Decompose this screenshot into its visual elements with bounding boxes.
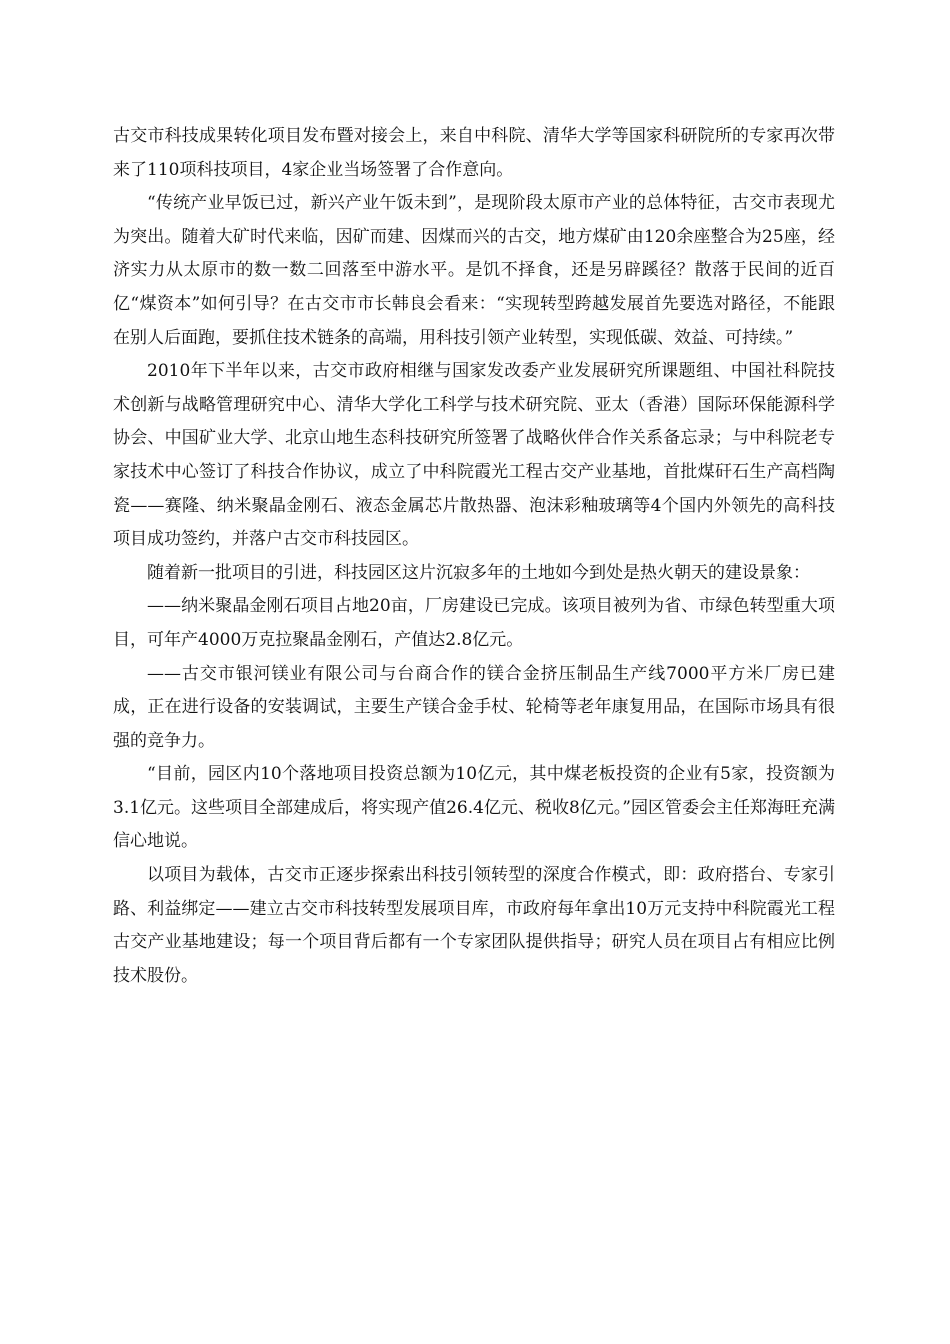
- paragraph-4: 随着新一批项目的引进，科技园区这片沉寂多年的土地如今到处是热火朝天的建设景象：: [147, 562, 810, 583]
- paragraph-3: 2010年下半年以来，古交市政府相继与国家发改委产业发展研究所课题组、中国社科院技术创新与战略管理研究中心、清华大学化工科学与技术研究院、亚太（香港）国际环保能源科学协会、中国矿业大学、北京山地生态科技研究所签署了战略伙伴合作关系备忘录；与中科院老专家技术中心签订了科技合作协议，成立了中科院霞光工程古交产业基地，首批煤矸石生产高档陶瓷——赛隆、纳米聚晶金刚石、液态金属芯片散热器、泡沫彩釉玻璃等4个国内外领先的高科技项目成功签约，并落户古交市科技园区。: [113, 361, 835, 550]
- paragraph-6: ——古交市银河镁业有限公司与台商合作的镁合金挤压制品生产线7000平方米厂房已建成，正在进行设备的安装调试，主要生产镁合金手杖、轮椅等老年康复用品，在国际市场具有很强的竞争力。: [113, 663, 835, 751]
- paragraph-2: “传统产业早饭已过，新兴产业午饭未到”，是现阶段太原市产业的总体特征，古交市表现尤为突出。随着大矿时代来临，因矿而建、因煤而兴的古交，地方煤矿由120余座整合为25座，经济实力从太原市的数一数二回落至中游水平。是饥不择食，还是另辟蹊径？散落于民间的近百亿“煤资本”如何引导？在古交市市长韩良会看来：“实现转型跨越发展首先要选对路径，不能跟在别人后面跑，要抓住技术链条的高端，用科技引领产业转型，实现低碳、效益、可持续。”: [113, 193, 835, 348]
- paragraph-8: 以项目为载体，古交市正逐步探索出科技引领转型的深度合作模式，即：政府搭台、专家引路、利益绑定——建立古交市科技转型发展项目库，市政府每年拿出10万元支持中科院霞光工程古交产业基地建设；每一个项目背后都有一个专家团队提供指导；研究人员在项目占有相应比例技术股份。: [113, 865, 835, 986]
- article-body: [113, 120, 835, 993]
- paragraph-7: “目前，园区内10个落地项目投资总额为10亿元，其中煤老板投资的企业有5家，投资额为3.1亿元。这些项目全部建成后，将实现产值26.4亿元、税收8亿元。”园区管委会主任郑海旺充满信心地说。: [113, 764, 835, 852]
- paragraph-5: ——纳米聚晶金刚石项目占地20亩，厂房建设已完成。该项目被列为省、市绿色转型重大项目，可年产4000万克拉聚晶金刚石，产值达2.8亿元。: [113, 596, 835, 650]
- paragraph-1: 古交市科技成果转化项目发布暨对接会上，来自中科院、清华大学等国家科研院所的专家再次带来了110项科技项目，4家企业当场签署了合作意向。: [113, 126, 835, 180]
